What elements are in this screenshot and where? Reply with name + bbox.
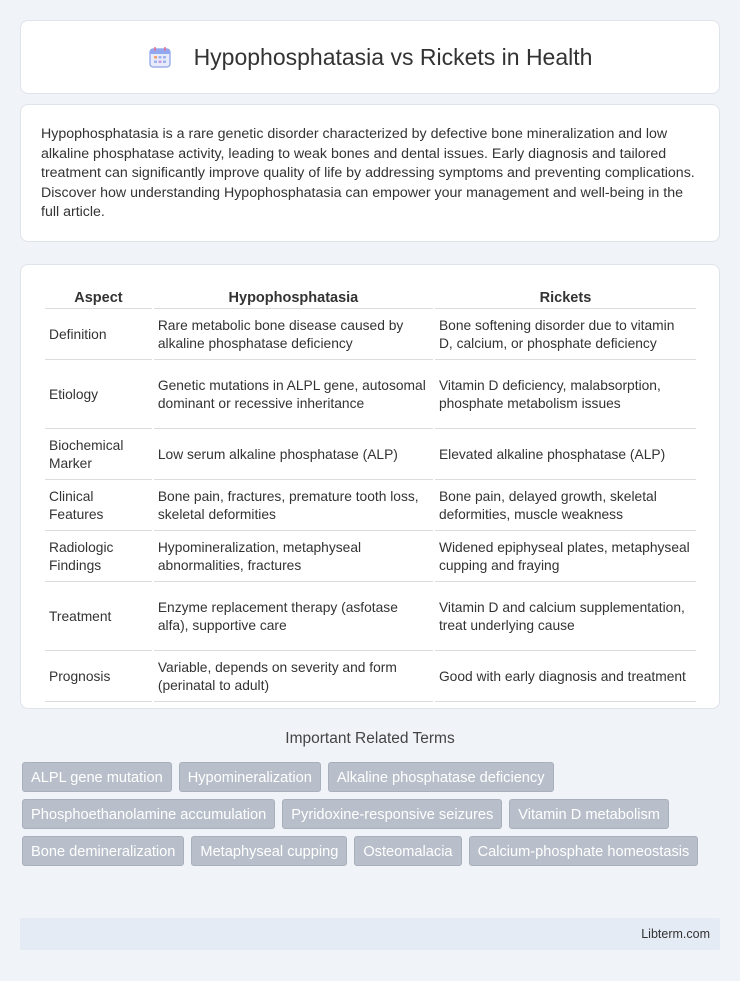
table-cell-rickets: Elevated alkaline phosphatase (ALP) — [435, 431, 696, 480]
table-row — [45, 362, 696, 429]
header-card — [20, 20, 720, 94]
table-row — [45, 311, 696, 360]
table-cell-aspect: Clinical Features — [45, 482, 152, 531]
related-term-tag[interactable]: ALPL gene mutation — [22, 762, 172, 792]
related-term-tag[interactable]: Vitamin D metabolism — [509, 799, 669, 829]
column-header-rickets: Rickets — [435, 287, 696, 309]
table-cell-rickets: Widened epiphyseal plates, metaphyseal cupping and fraying — [435, 533, 696, 582]
table-row — [45, 482, 696, 531]
column-header-aspect: Aspect — [45, 287, 152, 309]
table-cell-hypophosphatasia: Hypomineralization, metaphyseal abnormalities, fractures — [154, 533, 433, 582]
table-cell-aspect: Definition — [45, 311, 152, 360]
table-cell-rickets: Vitamin D and calcium supplementation, treat underlying cause — [435, 584, 696, 651]
related-term-tag[interactable]: Calcium-phosphate homeostasis — [469, 836, 699, 866]
comparison-table — [43, 285, 698, 704]
page-title: Hypophosphatasia vs Rickets in Health — [193, 43, 593, 70]
related-term-tag[interactable]: Bone demineralization — [22, 836, 184, 866]
table-cell-aspect: Treatment — [45, 584, 152, 651]
table-header-row — [45, 287, 696, 309]
related-terms-list — [22, 762, 722, 866]
comparison-table-card — [20, 264, 720, 709]
table-cell-rickets: Good with early diagnosis and treatment — [435, 653, 696, 702]
table-row — [45, 533, 696, 582]
table-cell-aspect: Etiology — [45, 362, 152, 429]
table-cell-rickets: Bone softening disorder due to vitamin D, calcium, or phosphate deficiency — [435, 311, 696, 360]
table-row — [45, 584, 696, 651]
table-cell-hypophosphatasia: Enzyme replacement therapy (asfotase alfa), supportive care — [154, 584, 433, 651]
column-header-hypophosphatasia: Hypophosphatasia — [154, 287, 433, 309]
table-row — [45, 431, 696, 480]
table-cell-rickets: Bone pain, delayed growth, skeletal deformities, muscle weakness — [435, 482, 696, 531]
table-cell-aspect: Prognosis — [45, 653, 152, 702]
table-cell-hypophosphatasia: Low serum alkaline phosphatase (ALP) — [154, 431, 433, 480]
related-term-tag[interactable]: Hypomineralization — [179, 762, 321, 792]
related-term-tag[interactable]: Alkaline phosphatase deficiency — [328, 762, 554, 792]
calendar-icon — [148, 45, 172, 69]
related-term-tag[interactable]: Pyridoxine-responsive seizures — [282, 799, 502, 829]
table-cell-hypophosphatasia: Genetic mutations in ALPL gene, autosomal dominant or recessive inheritance — [154, 362, 433, 429]
footer-site-link[interactable]: Libterm.com — [641, 927, 710, 941]
table-cell-aspect: Biochemical Marker — [45, 431, 152, 480]
footer — [20, 918, 720, 950]
related-term-tag[interactable]: Metaphyseal cupping — [191, 836, 347, 866]
table-cell-hypophosphatasia: Variable, depends on severity and form (perinatal to adult) — [154, 653, 433, 702]
table-cell-rickets: Vitamin D deficiency, malabsorption, phosphate metabolism issues — [435, 362, 696, 429]
table-cell-aspect: Radiologic Findings — [45, 533, 152, 582]
intro-card — [20, 104, 720, 242]
related-term-tag[interactable]: Osteomalacia — [354, 836, 461, 866]
related-term-tag[interactable]: Phosphoethanolamine accumulation — [22, 799, 275, 829]
related-terms-title: Important Related Terms — [285, 730, 455, 747]
intro-paragraph: Hypophosphatasia is a rare genetic disorder characterized by defective bone mineralization and low alkaline phosphatase activity, leading to weak bones and dental issues. Early diagnosis and tailored treatment can significantly improve quality of life by addressing symptoms and preventing complications. Discover how understanding Hypophosphatasia can empower your management and well-being in the full article. — [41, 126, 695, 220]
table-cell-hypophosphatasia: Rare metabolic bone disease caused by alkaline phosphatase deficiency — [154, 311, 433, 360]
table-cell-hypophosphatasia: Bone pain, fractures, premature tooth loss, skeletal deformities — [154, 482, 433, 531]
table-row — [45, 653, 696, 702]
